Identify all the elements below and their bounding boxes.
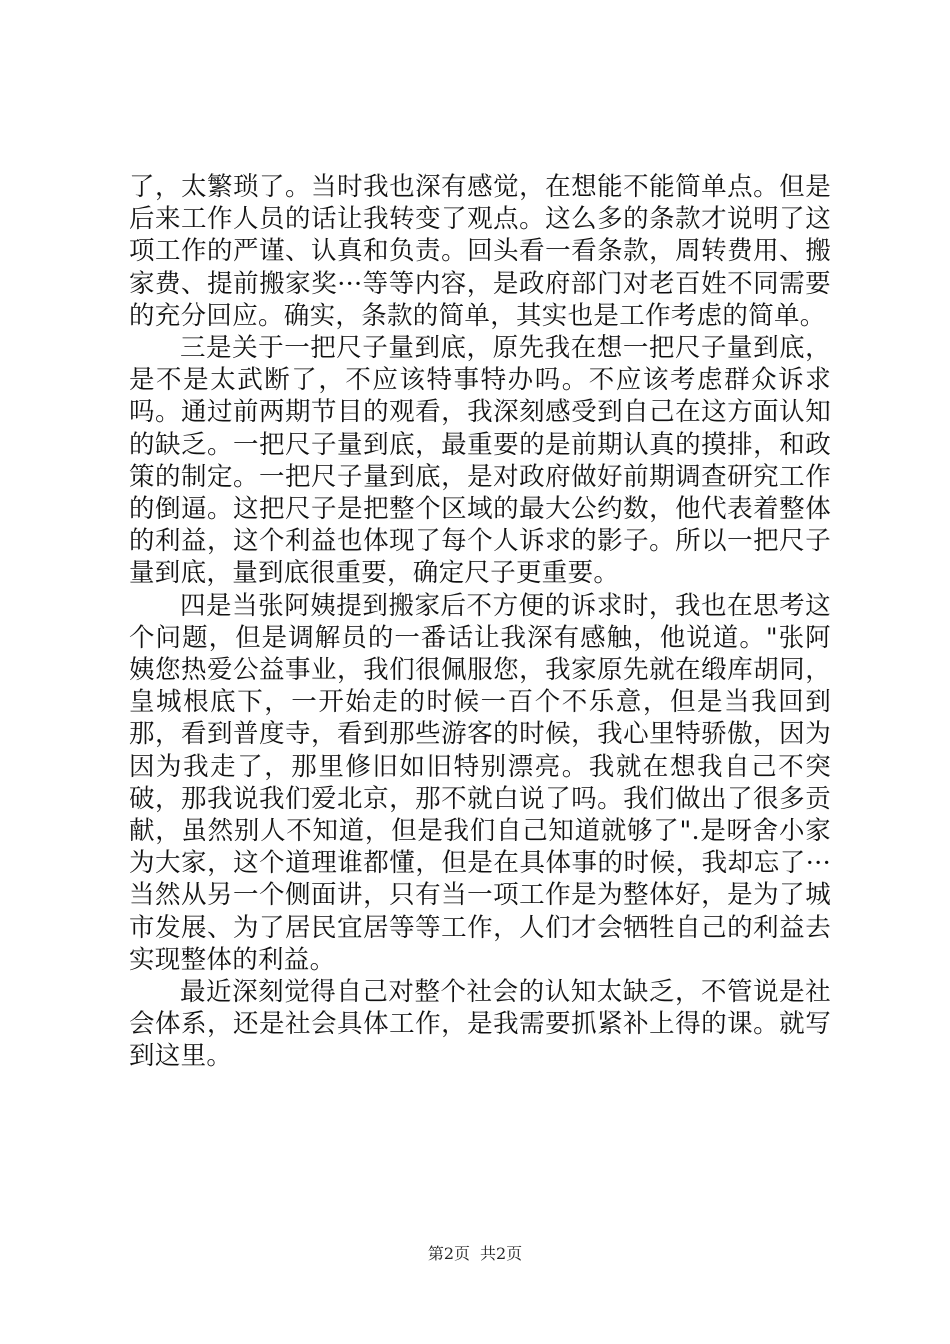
document-body bbox=[129, 171, 831, 1073]
paragraph-conclusion: 最近深刻觉得自己对整个社会的认知太缺乏，不管说是社会体系，还是社会具体工作，是我需要抓紧补上得的课。就写到这里。 bbox=[129, 977, 831, 1072]
page-total: 共2页 bbox=[480, 1244, 523, 1263]
page-footer bbox=[0, 1244, 950, 1264]
paragraph-point-three: 三是关于一把尺子量到底，原先我在想一把尺子量到底，是不是太武断了，不应该特事特办吗。不应该考虑群众诉求吗。通过前两期节目的观看，我深刻感受到自己在这方面认知的缺乏。一把尺子量到底，最重要的是前期认真的摸排，和政策的制定。一把尺子量到底，是对政府做好前期调查研究工作的倒逼。这把尺子是把整个区域的最大公约数，他代表着整体的利益，这个利益也体现了每个人诉求的影子。所以一把尺子量到底，量到底很重要，确定尺子更重要。 bbox=[129, 333, 831, 589]
page-number: 第2页 bbox=[427, 1244, 470, 1263]
paragraph-point-four: 四是当张阿姨提到搬家后不方便的诉求时，我也在思考这个问题，但是调解员的一番话让我深有感触，他说道。"张阿姨您热爱公益事业，我们很佩服您，我家原先就在缎库胡同，皇城根底下，一开始走的时候一百个不乐意，但是当我回到那，看到普度寺，看到那些游客的时候，我心里特骄傲，因为因为我走了，那里修旧如旧特别漂亮。我就在想我自己不突破，那我说我们爱北京，那不就白说了吗。我们做出了很多贡献，虽然别人不知道，但是我们自己知道就够了".是呀舍小家为大家，这个道理谁都懂，但是在具体事的时候，我却忘了···当然从另一个侧面讲，只有当一项工作是为整体好，是为了城市发展、为了居民宜居等等工作，人们才会牺牲自己的利益去实现整体的利益。 bbox=[129, 590, 831, 975]
paragraph-continuation: 了，太繁琐了。当时我也深有感觉，在想能不能简单点。但是后来工作人员的话让我转变了观点。这么多的条款才说明了这项工作的严谨、认真和负责。回头看一看条款，周转费用、搬家费、提前搬家奖···等等内容，是政府部门对老百姓不同需要的充分回应。确实，条款的简单，其实也是工作考虑的简单。 bbox=[129, 172, 831, 331]
